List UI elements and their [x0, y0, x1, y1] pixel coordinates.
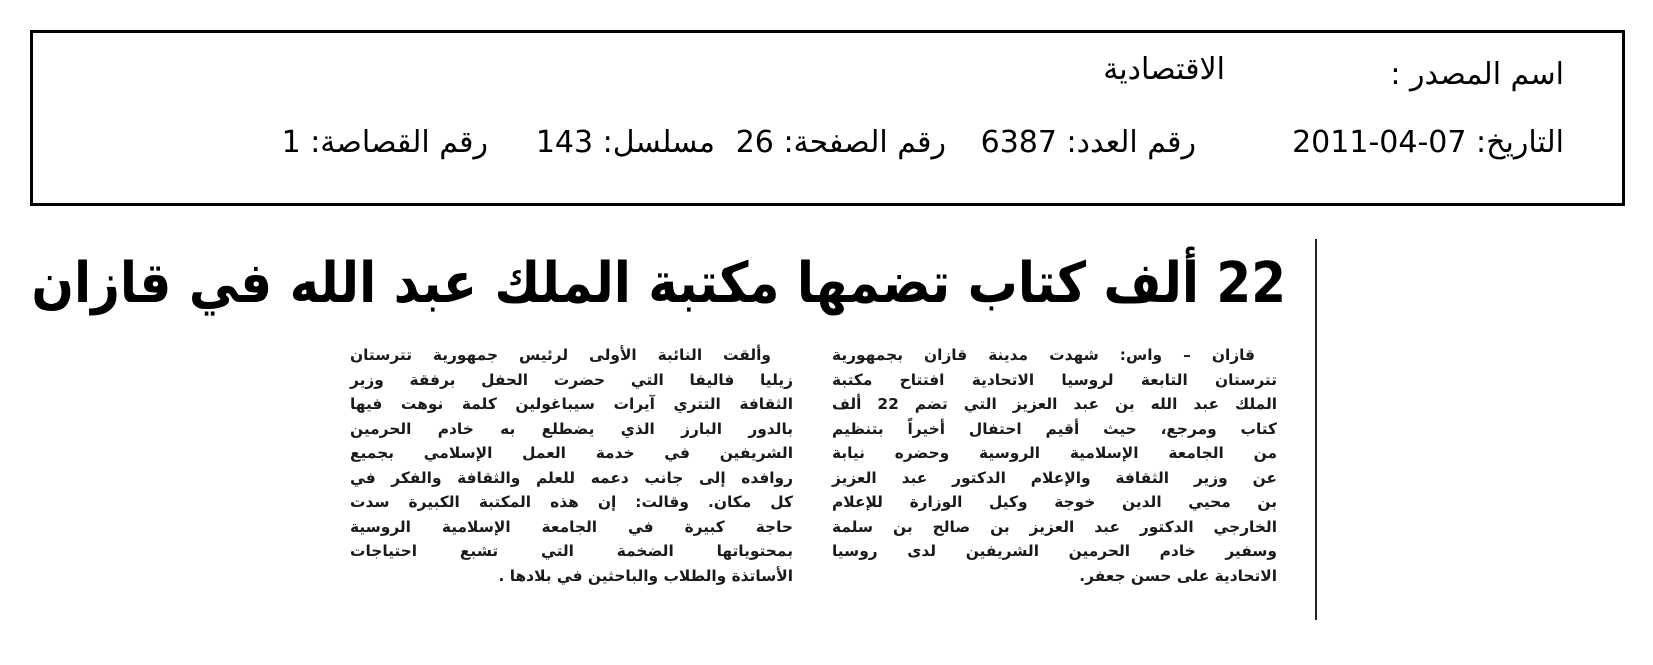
- paragraph-line: روافده إلى جانب دعمه للعلم والثقافة والفكر في: [350, 468, 793, 487]
- paragraph-line: وسفير خادم الحرمين الشريفين لدى روسيا: [832, 542, 1277, 560]
- paragraph-line: الملك عبد الله بن عبد العزيز التي تضم 22 ألف: [832, 395, 1277, 413]
- paragraph-line: قازان – واس: شهدت مدينة قازان بجمهورية: [832, 346, 1255, 364]
- issue-field: رقم العدد: 6387: [980, 125, 1196, 160]
- article-column-left: [350, 343, 793, 588]
- paragraph-line: الاتحادية على حسن جعفر.: [1079, 566, 1277, 585]
- paragraph-line: بمحتوياتها الضخمة التي تشبع احتياجات: [350, 542, 793, 560]
- paragraph-line: كتاب ومرجع، حيث أقيم احتفال أخيراً بتنظيم: [832, 419, 1277, 438]
- article-column-right: [832, 343, 1277, 588]
- paragraph-line: كل مكان. وقالت: إن هذه المكتبة الكبيرة سدت: [350, 493, 793, 511]
- paragraph-line: زيليا فاليفا التي حضرت الحفل برفقة وزير: [350, 370, 793, 389]
- source-label: اسم المصدر :: [1390, 57, 1564, 92]
- paragraph-line: الشريفين في خدمة العمل الإسلامي بجميع: [350, 444, 793, 462]
- page-field: رقم الصفحة: 26: [735, 125, 946, 160]
- paragraph-line: وألقت النائبة الأولى لرئيس جمهورية تترستان: [350, 346, 771, 364]
- paragraph-line: الخارجي الدكتور عبد العزيز بن صالح بن سلمة: [832, 517, 1277, 536]
- date-field: التاريخ: 07-04-2011: [1292, 125, 1564, 160]
- paragraph-line: تترستان التابعة لروسيا الاتحادية افتتاح مكتبة: [832, 370, 1277, 389]
- paragraph-line: من الجامعة الإسلامية الروسية وحضره نيابة: [832, 444, 1277, 462]
- column-rule: [1315, 239, 1317, 620]
- source-info-box: [30, 30, 1625, 206]
- details-row: [33, 113, 1622, 173]
- paragraph-line: الأساتذة والطلاب والباحثين في بلادها .: [498, 566, 793, 585]
- paragraph-line: عن وزير الثقافة والإعلام الدكتور عبد العزيز: [832, 468, 1277, 487]
- source-value: الاقتصادية: [1103, 52, 1225, 87]
- paragraph-line: بن محيي الدين خوجة وكيل الوزارة للإعلام: [832, 493, 1277, 511]
- serial-field: مسلسل: 143: [535, 125, 715, 160]
- source-row: [33, 33, 1622, 113]
- paragraph-line: حاجة كبيرة في الجامعة الإسلامية الروسية: [350, 517, 793, 536]
- paragraph-line: الثقافة التتري آيرات سيباغولين كلمة نوهت فيها: [350, 395, 793, 413]
- paragraph-line: بالدور البارز الذي يضطلع به خادم الحرمين: [350, 419, 793, 438]
- clip-field: رقم القصاصة: 1: [281, 125, 488, 160]
- article-headline: 22 ألف كتاب تضمها مكتبة الملك عبد الله في قازان: [31, 250, 1286, 316]
